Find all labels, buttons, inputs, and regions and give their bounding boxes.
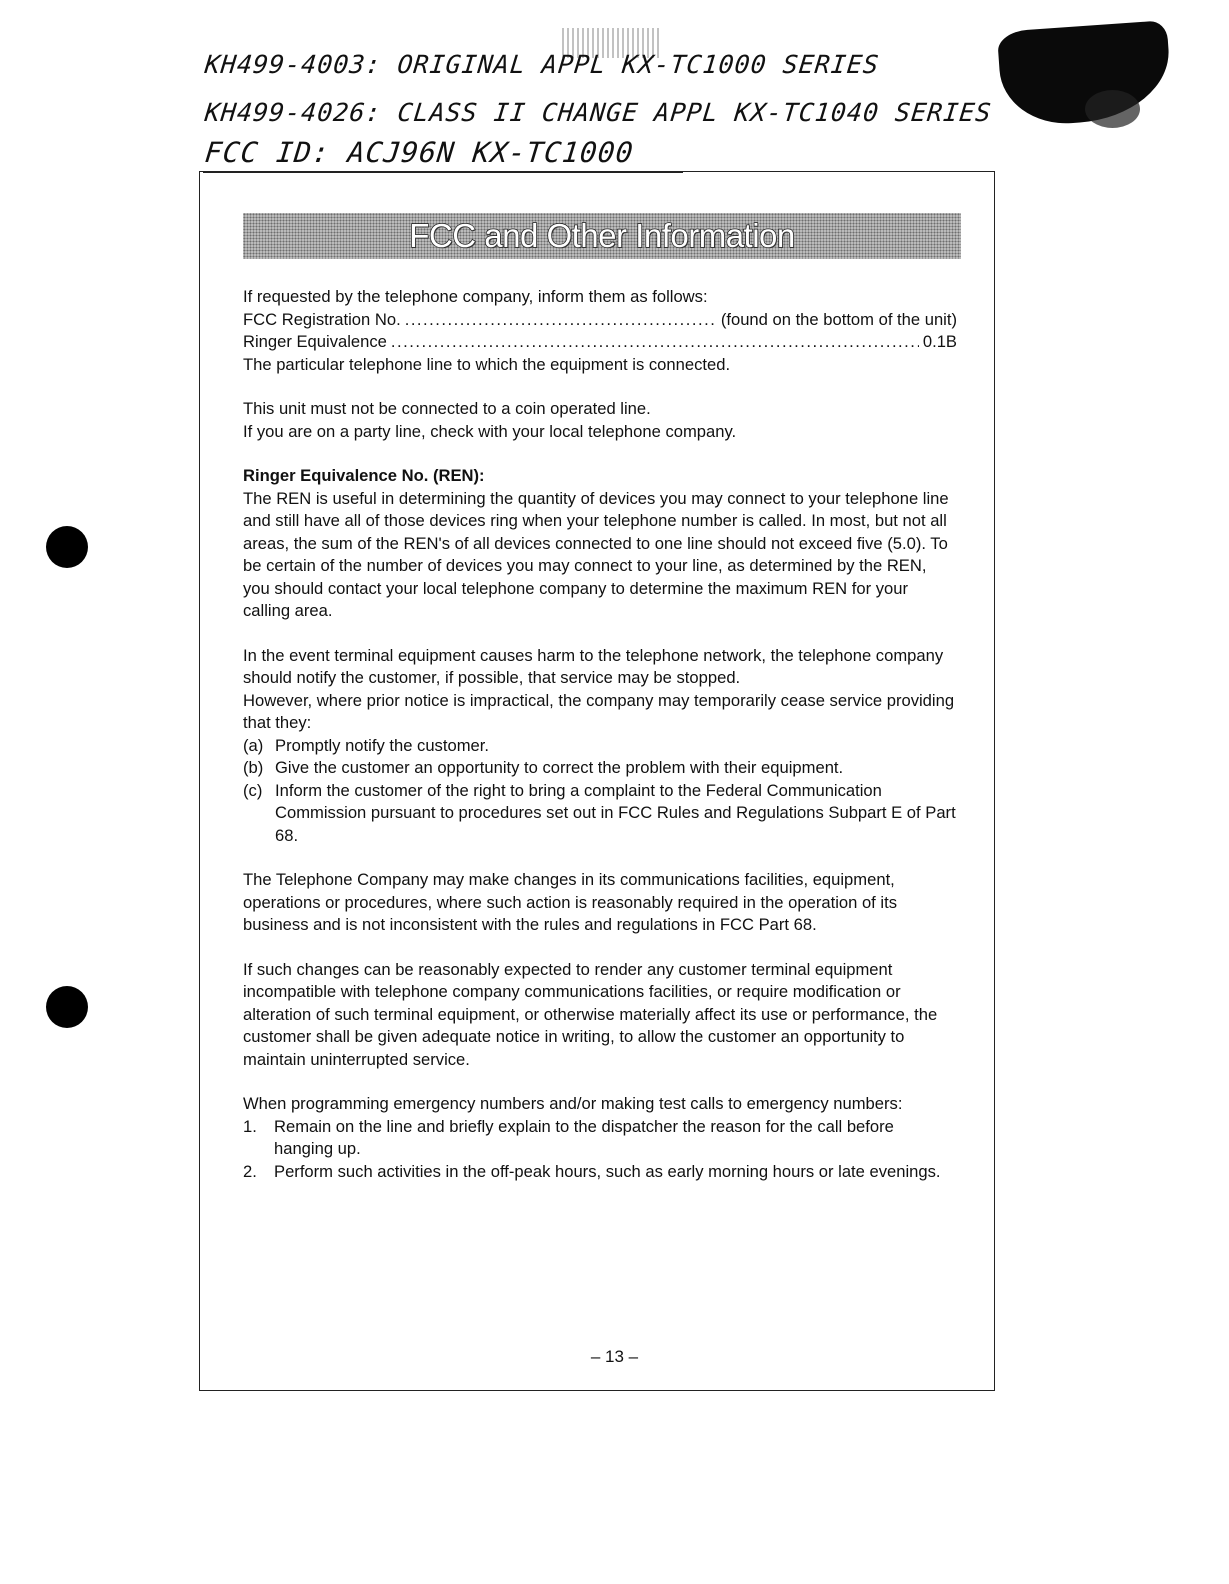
dot-leader bbox=[391, 331, 919, 354]
line-note: The particular telephone line to which the equipment is connected. bbox=[243, 354, 731, 374]
registration-row bbox=[243, 309, 957, 332]
list-text: Promptly notify the customer. bbox=[275, 735, 489, 755]
list-item bbox=[243, 757, 957, 780]
handwritten-note-class-ii-change: KH499-4026: CLASS II CHANGE APPL KX-TC1040 SERIES bbox=[203, 98, 994, 127]
list-item bbox=[243, 735, 957, 758]
list-marker: 1. bbox=[243, 1116, 257, 1136]
emergency-intro: When programming emergency numbers and/or making test calls to emergency numbers: bbox=[243, 1094, 903, 1113]
party-note: If you are on a party line, check with your local telephone company. bbox=[243, 421, 737, 441]
ringer-row bbox=[243, 331, 957, 354]
list-item bbox=[243, 1116, 957, 1161]
list-marker: 2. bbox=[243, 1161, 257, 1181]
render-paragraph: If such changes can be reasonably expected to render any customer terminal equipment incompatible with telephone company communications facilities, or require modification or alteration of such terminal equipment, or otherwise materially affect its use or performance, the customer shall be given adequate notice in writing, to allow the customer an opportunity to maintain uninterrupted service. bbox=[243, 959, 938, 1069]
changes-paragraph: The Telephone Company may make changes in its communications facilities, equipment, operations or procedures, where such action is reasonably required in the operation of its business and is not inconsistent with the rules and regulations in FCC Part 68. bbox=[243, 870, 897, 934]
list-text: Give the customer an opportunity to correct the problem with their equipment. bbox=[275, 758, 844, 777]
handwritten-fcc-id: FCC ID: ACJ96N KX-TC1000 bbox=[203, 136, 636, 169]
ren-paragraph: The REN is useful in determining the quantity of devices you may connect to your telephone line and still have all of those devices ring when your telephone number is called. In most, but not all areas, the sum of the REN's of all devices connected to one line should not exceed five (5.0). To be certain of the number of devices you may connect to your line, as determined by the REN, you should contact your local telephone company to determine the maximum REN for your calling area. bbox=[243, 488, 949, 620]
list-marker: (a) bbox=[243, 735, 264, 755]
ringer-value: 0.1B bbox=[922, 332, 957, 351]
cease-paragraph: However, where prior notice is impractical, the company may temporarily cease service providing that they: bbox=[243, 690, 955, 732]
ren-heading: Ringer Equivalence No. (REN): bbox=[243, 466, 485, 485]
list-item bbox=[243, 780, 957, 848]
punch-hole-upper bbox=[46, 526, 88, 568]
document-body bbox=[243, 286, 957, 1183]
coin-note: This unit must not be connected to a coin operated line. bbox=[243, 399, 651, 418]
list-text: Perform such activities in the off-peak hours, such as early morning hours or late evenings. bbox=[274, 1161, 941, 1181]
handwritten-note-original-appl: KH499-4003: ORIGINAL APPL KX-TC1000 SERIES bbox=[203, 50, 881, 79]
list-marker: (c) bbox=[243, 780, 263, 800]
registration-value: (found on the bottom of the unit) bbox=[720, 309, 957, 329]
page-title: FCC and Other Information bbox=[409, 217, 795, 254]
dot-leader bbox=[405, 309, 717, 332]
intro-text: If requested by the telephone company, inform them as follows: bbox=[243, 287, 708, 306]
page-number: – 13 – bbox=[590, 1347, 639, 1366]
title-banner bbox=[243, 213, 961, 259]
list-item bbox=[243, 1161, 957, 1184]
harm-paragraph: In the event terminal equipment causes harm to the telephone network, the telephone company should notify the customer, if possible, that service may be stopped. bbox=[243, 645, 944, 687]
list-text: Inform the customer of the right to bring a complaint to the Federal Communication Commission pursuant to procedures set out in FCC Rules and Regulations Subpart E of Part 68. bbox=[275, 780, 956, 845]
list-text: Remain on the line and briefly explain to the dispatcher the reason for the call before hanging up. bbox=[274, 1116, 894, 1158]
ink-blot-secondary bbox=[1085, 90, 1140, 128]
punch-hole-lower bbox=[46, 986, 88, 1028]
list-marker: (b) bbox=[243, 758, 264, 777]
ringer-label: Ringer Equivalence bbox=[243, 332, 387, 351]
registration-label: FCC Registration No. bbox=[243, 309, 401, 329]
